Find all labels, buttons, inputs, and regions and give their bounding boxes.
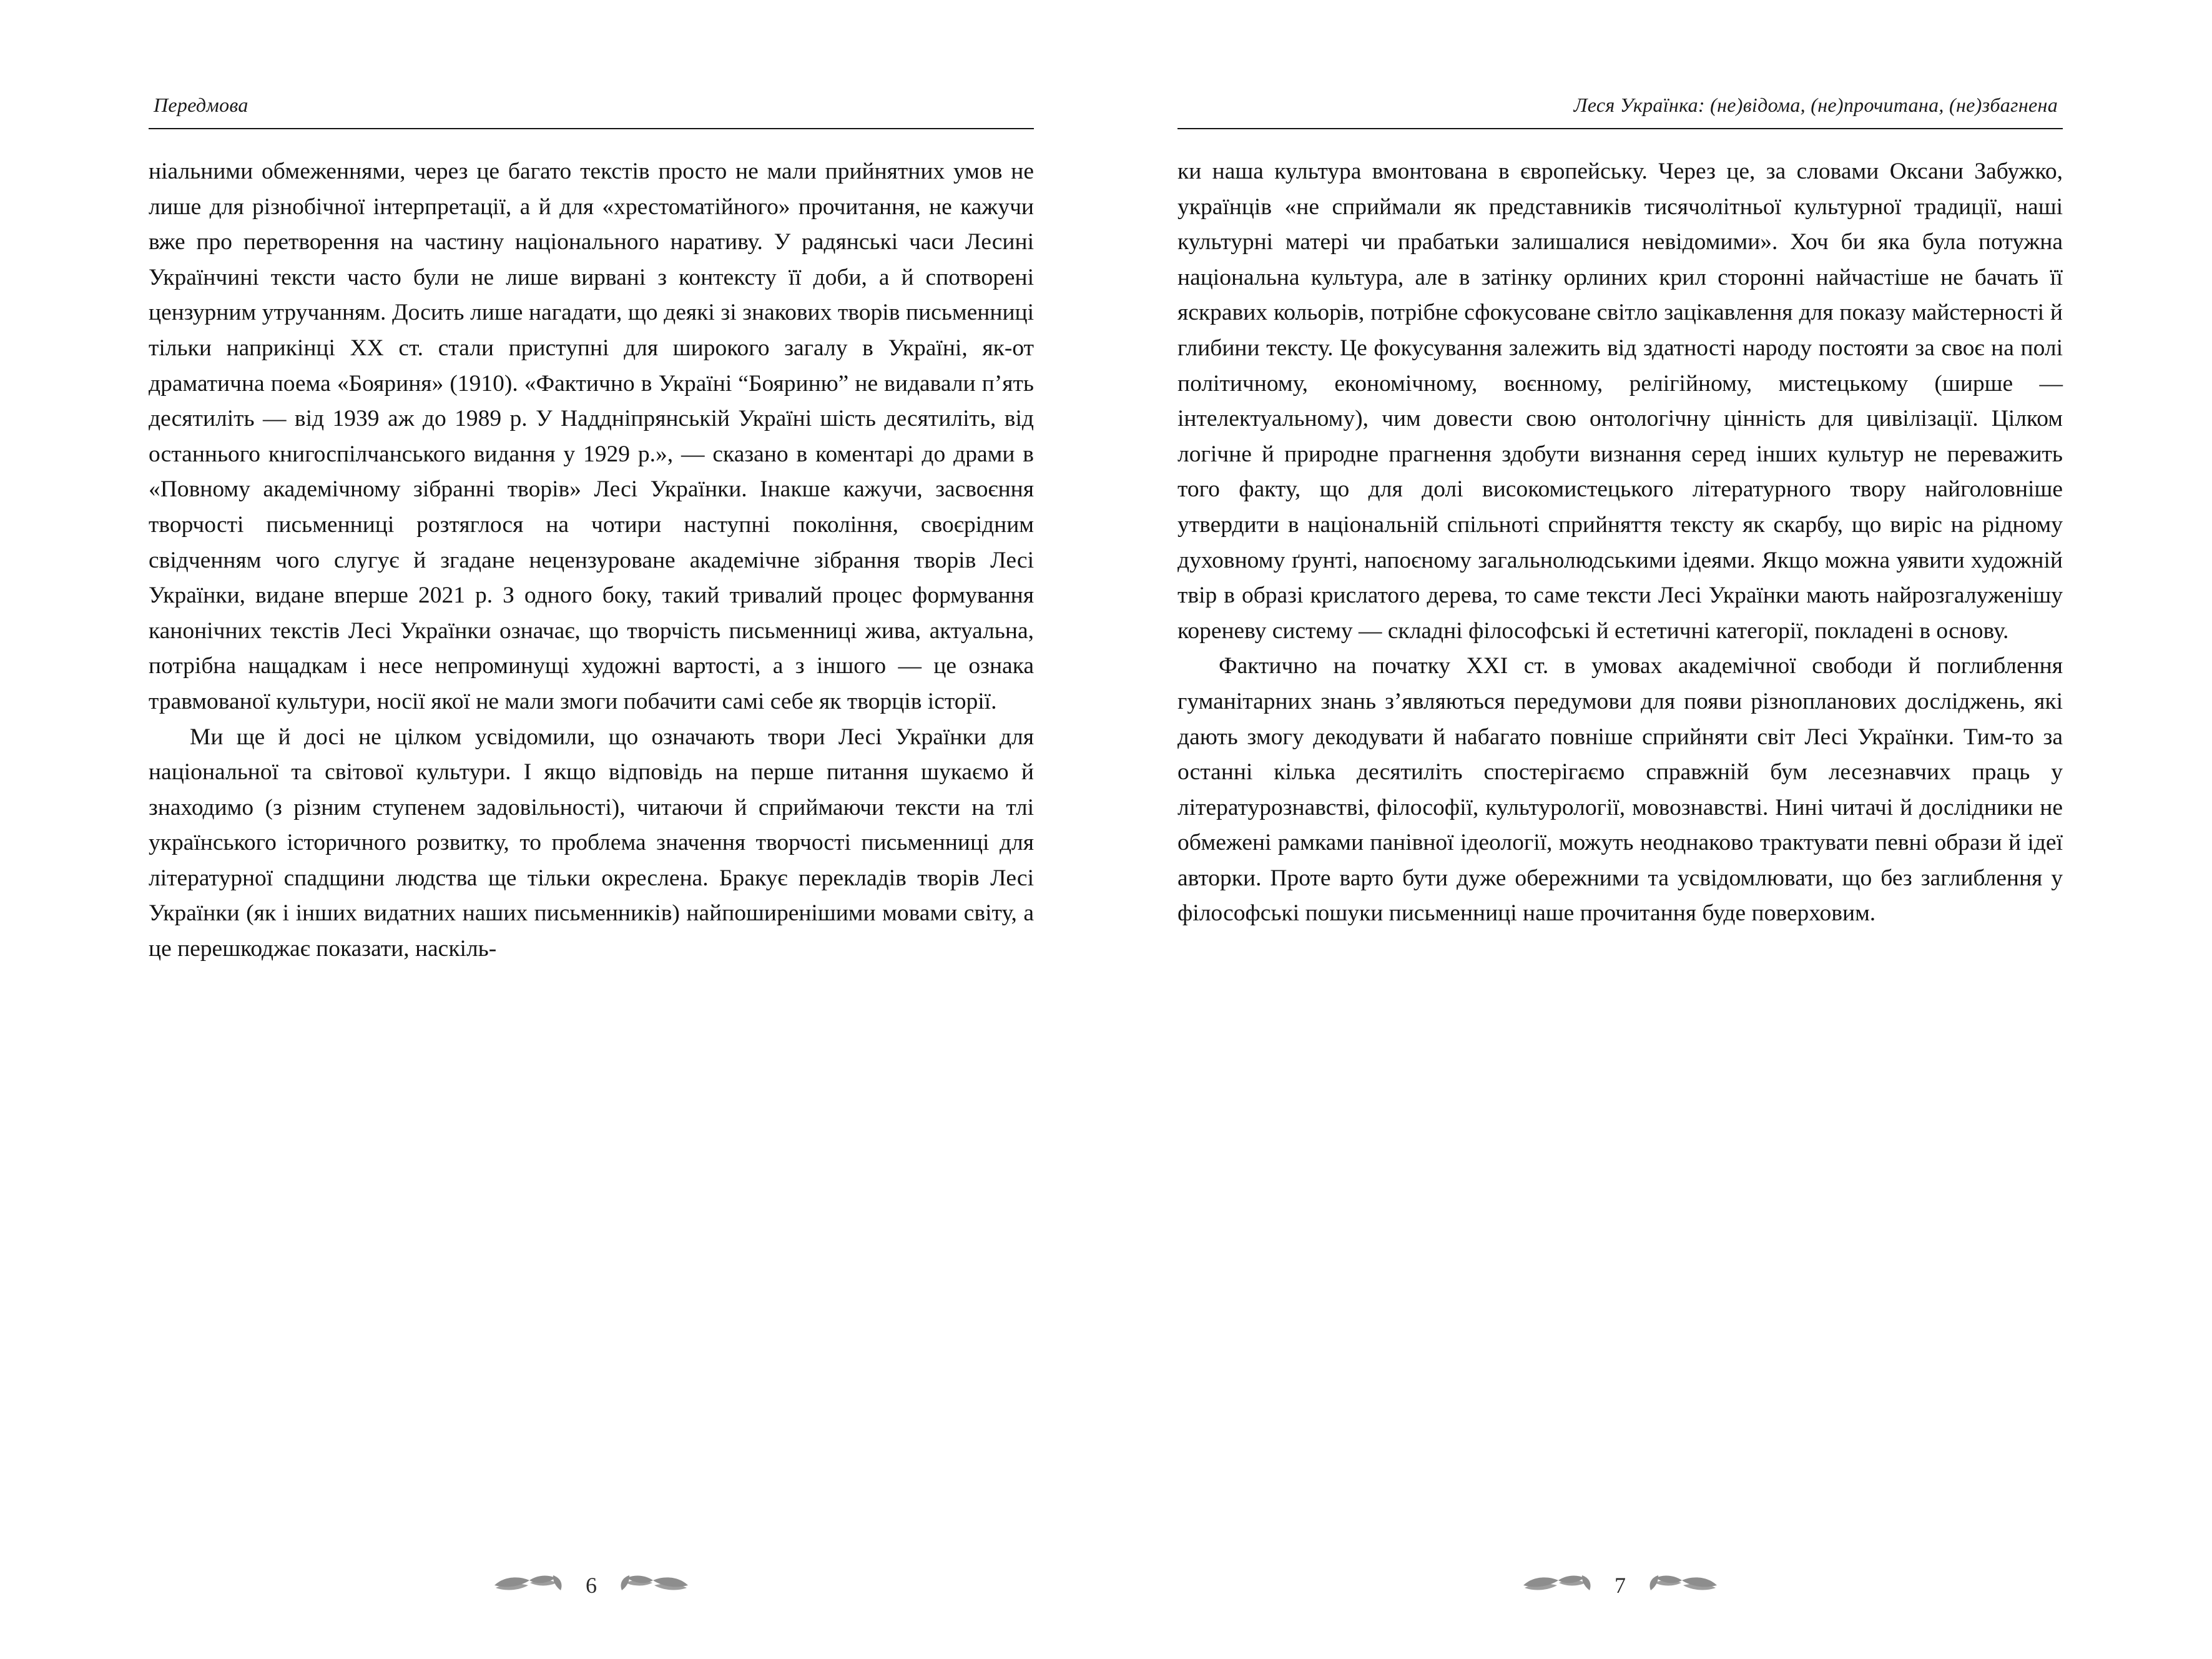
- paragraph: Фактично на початку XXI ст. в умовах академічної свободи й поглиблення гуманітарних знань з’являються передумови для появи різнопланових досліджень, які дають змогу декодувати й набагато повніше сприйняти світ Лесі Українки. Тим-то за останні кілька десятиліть спостерігаємо справжній бум лесезнавчих праць у літературознавстві, філософії, культурології, мовознавстві. Нині читачі й дослідники не обмежені рамками панівної ідеології, можуть неоднаково трактувати певні образи й ідеї авторки. Проте варто бути дуже обережними та усвідомлювати, що без заглиблення у філософські пошуки письменниці наше прочитання буде поверховим.: [1177, 653, 2063, 927]
- running-head-left: Передмова: [149, 94, 1034, 129]
- body-text-right: [1177, 154, 2063, 932]
- leaf-ornament-right-icon: [617, 1569, 692, 1602]
- folio-left: [0, 1569, 1106, 1602]
- leaf-ornament-right-icon: [1646, 1569, 1721, 1602]
- page-number: 7: [1615, 1573, 1626, 1598]
- page-left-content: [149, 94, 1034, 1580]
- page-right: [1106, 0, 2211, 1659]
- paragraph: Ми ще й досі не цілком усвідомили, що означають твори Лесі Українки для національної та світової культури. І якщо відповідь на перше питання шукаємо й знаходимо (з різним ступенем задовільності), читаючи й сприймаючи тексти на тлі українського історичного розвитку, то проблема значення творчості письменниці для літературної спадщини людства ще тільки окреслена. Бракує перекладів творів Лесі Українки (як і інших видатних наших письменників) найпоширенішими мовами світу, а це перешкоджає показати, наскіль-: [149, 724, 1034, 962]
- leaf-ornament-left-icon: [1520, 1569, 1595, 1602]
- paragraph: ки наша культура вмонтована в європейську. Через це, за словами Оксани Забужко, українців «не сприймали як представників тисячолітньої культурної традиції, наші культурні матері чи прабатьки залишалися невідомими». Хоч би яка була потужна національна культура, але в затінку орлиних крил сторонні найчастіше не бачать її яскравих кольорів, потрібне сфокусоване світло зацікавлення для показу майстерності й глибини тексту. Це фокусування залежить від здатності народу постояти за своє на полі політичному, економічному, воєнному, релігійному, мистецькому (ширше — інтелектуальному), чим довести свою онтологічну цінність для цивілізації. Цілком логічне й природне прагнення здобути визнання серед інших культур не переважить того факту, що для долі високомистецького літературного твору найголовніше утвердити в національній спільноті сприйняття тексту як скарбу, що виріс на рідному духовному ґрунті, напоєному загальнолюдськими ідеями. Якщо можна уявити художній твір в образі крислатого дерева, то саме тексти Лесі Українки мають найрозгалуженішу кореневу систему — складні філософські й естетичні категорії, покладені в основу.: [1177, 159, 2063, 644]
- running-head-right: Леся Українка: (не)відома, (не)прочитана, (не)збагнена: [1177, 94, 2063, 129]
- folio-right: [1106, 1569, 2211, 1602]
- paragraph: ніальними обмеженнями, через це багато текстів просто не мали прийнятних умов не лише для різнобічної інтерпретації, а й для «хрестоматійного» прочитання, не кажучи вже про перетворення на частину національного наративу. У радянські часи Лесині Українчині тексти часто були не лише вирвані з контексту її доби, а й спотворені цензурним утручанням. Досить лише нагадати, що деякі зі знакових творів письменниці тільки наприкінці XX ст. стали приступні для широкого загалу в Україні, як-от драматична поема «Бояриня» (1910). «Фактично в Україні “Бояриню” не видавали п’ять десятиліть — від 1939 аж до 1989 р. У Наддніпрянській Україні шість десятиліть, від останнього книгоспілчанського видання у 1929 р.», — сказано в коментарі до драми в «Повному академічному зібранні творів» Лесі Українки. Інакше кажучи, засвоєння творчості письменниці розтяглося на чотири наступні покоління, своєрідним свідченням чого слугує й згадане нецензуроване академічне зібрання творів Лесі Українки, видане вперше 2021 р. З одного боку, такий тривалий процес формування канонічних текстів Лесі Українки означає, що творчість письменниці жива, актуальна, потрібна нащадкам і несе непроминущі художні вартості, а з іншого — це ознака травмованої культури, носії якої не мали змоги побачити самі себе як творців історії.: [149, 159, 1034, 714]
- body-text-left: [149, 154, 1034, 967]
- page-number: 6: [586, 1573, 597, 1598]
- page-right-content: [1177, 94, 2063, 1580]
- leaf-ornament-left-icon: [491, 1569, 566, 1602]
